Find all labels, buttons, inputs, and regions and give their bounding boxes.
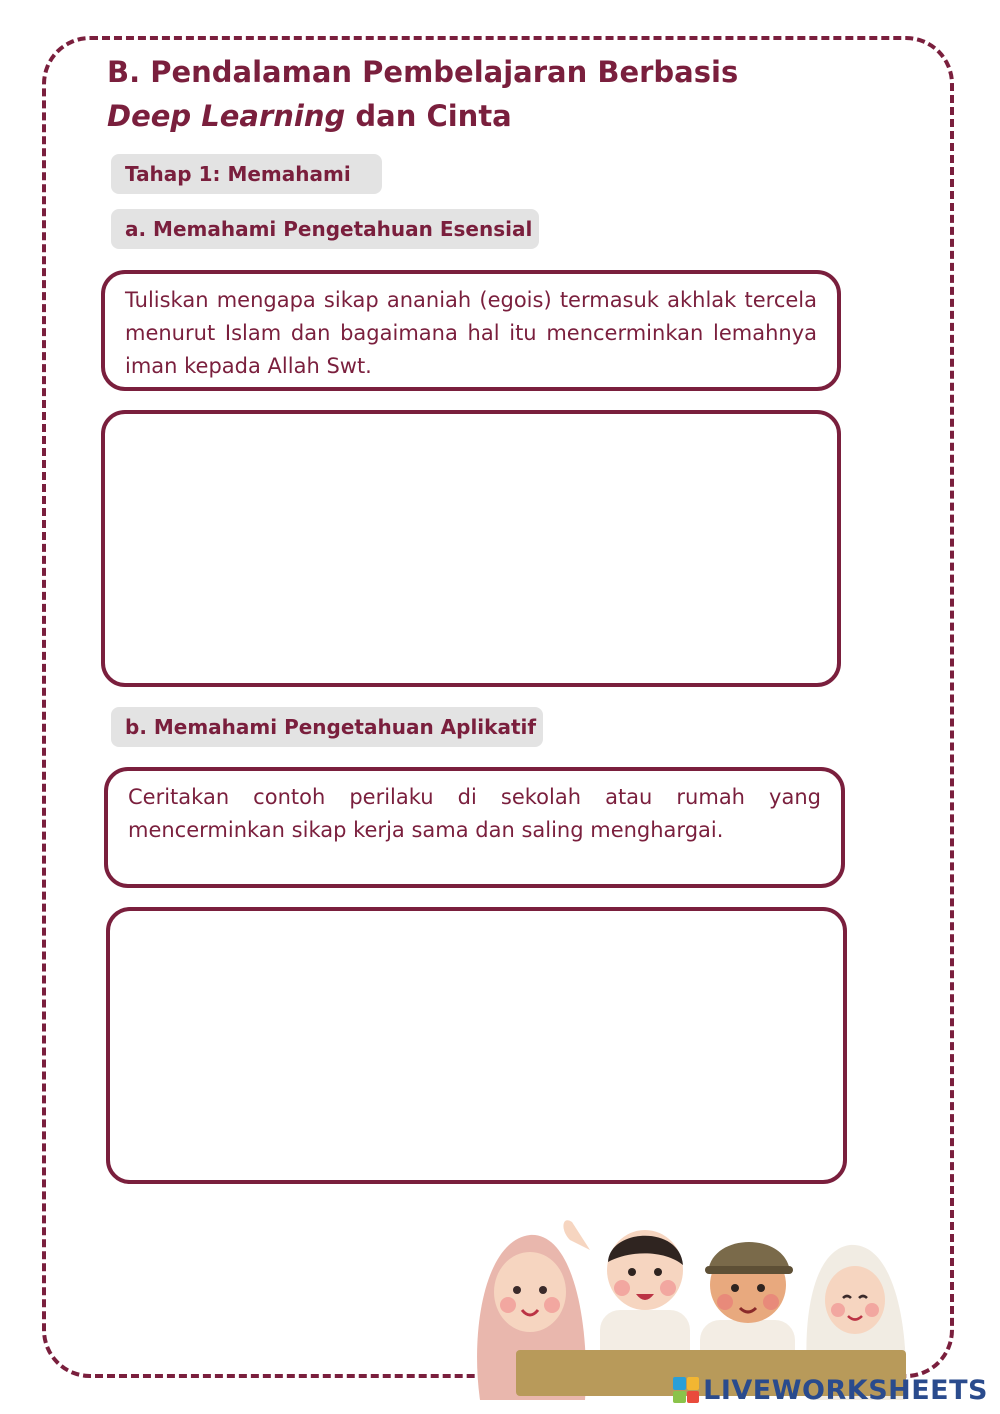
section-title-line1: B. Pendalaman Pembelajaran Berbasis [107,55,739,89]
part-a-prompt: Tuliskan mengapa sikap ananiah (egois) termasuk akhlak tercela menurut Islam dan bagaimana hal itu mencerminkan lemahnya iman kepada Allah Swt. [125,288,817,378]
part-b-answer-box[interactable] [106,907,847,1184]
part-b-label: b. Memahami Pengetahuan Aplikatif [111,707,543,747]
section-title-rest: dan Cinta [345,99,512,133]
section-title [107,50,738,138]
stage-label: Tahap 1: Memahami [111,154,382,194]
part-a-answer-input[interactable] [105,414,837,683]
part-a-label: a. Memahami Pengetahuan Esensial [111,209,539,249]
part-a-prompt-box [101,270,841,391]
part-b-prompt-box [104,767,845,888]
part-a-answer-box[interactable] [101,410,841,687]
liveworksheets-logo-icon [673,1377,699,1403]
section-title-line2 [107,94,738,138]
section-title-italic: Deep Learning [107,99,346,133]
liveworksheets-logo [673,1374,988,1406]
children-illustration [450,1210,930,1400]
part-b-answer-input[interactable] [110,911,843,1180]
liveworksheets-logo-text: LIVEWORKSHEETS [703,1374,988,1406]
part-b-prompt: Ceritakan contoh perilaku di sekolah atau rumah yang mencerminkan sikap kerja sama dan saling menghargai. [128,785,821,842]
